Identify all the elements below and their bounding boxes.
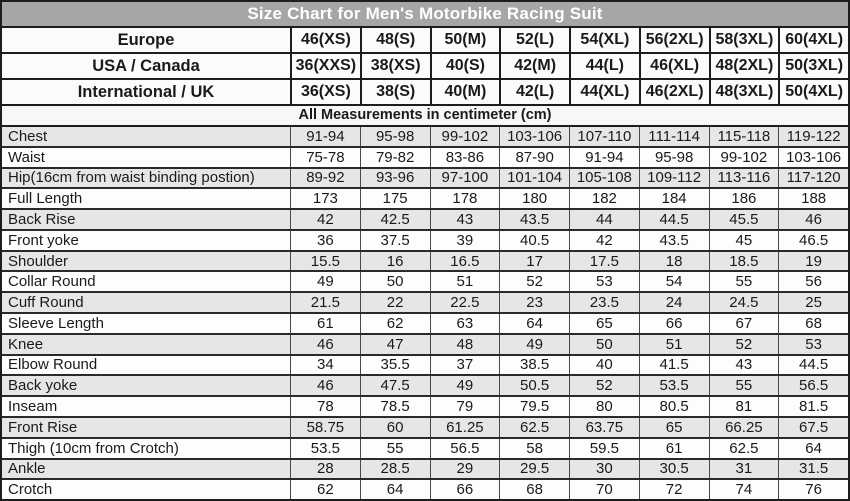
- size-system-row: [2, 28, 848, 54]
- measurement-value: 50.5: [499, 376, 569, 395]
- measurement-value: 45: [709, 231, 779, 250]
- size-cell: 52(L): [499, 28, 569, 52]
- measurement-value: 119-122: [778, 127, 848, 146]
- measurement-value: 66: [430, 480, 500, 499]
- measurement-value: 42: [569, 231, 639, 250]
- size-cell: 50(4XL): [778, 80, 848, 104]
- size-cell: 42(M): [499, 54, 569, 78]
- measurement-value: 81: [709, 397, 779, 416]
- measurement-value: 78.5: [360, 397, 430, 416]
- measurement-value: 55: [709, 376, 779, 395]
- measurement-value: 47: [360, 335, 430, 354]
- measurement-value: 67.5: [778, 418, 848, 437]
- measurement-value: 117-120: [778, 169, 848, 188]
- measurement-value: 113-116: [709, 169, 779, 188]
- measurement-value: 72: [639, 480, 709, 499]
- measurement-row: [2, 210, 848, 231]
- measurement-value: 37: [430, 356, 500, 375]
- measurement-value: 28.5: [360, 460, 430, 479]
- measurement-value: 34: [290, 356, 360, 375]
- measurement-value: 35.5: [360, 356, 430, 375]
- measurement-row: [2, 418, 848, 439]
- size-system-row: [2, 80, 848, 106]
- measurement-value: 53.5: [639, 376, 709, 395]
- measurement-row: [2, 127, 848, 148]
- measurement-value: 31: [709, 460, 779, 479]
- measurement-value: 30.5: [639, 460, 709, 479]
- measurement-value: 59.5: [569, 439, 639, 458]
- measurement-value: 55: [360, 439, 430, 458]
- measurement-value: 22: [360, 293, 430, 312]
- measurement-row: [2, 314, 848, 335]
- measurement-value: 62: [360, 314, 430, 333]
- size-cell: 46(XL): [639, 54, 709, 78]
- size-cell: 48(3XL): [709, 80, 779, 104]
- measurement-label: Sleeve Length: [8, 314, 104, 332]
- measurement-label: Collar Round: [8, 273, 96, 291]
- measurement-value: 42: [290, 210, 360, 229]
- measurement-value: 36: [290, 231, 360, 250]
- measurement-value: 111-114: [639, 127, 709, 146]
- measurement-value: 43.5: [639, 231, 709, 250]
- size-cell: 54(XL): [569, 28, 639, 52]
- measurement-label: Back Rise: [8, 211, 76, 229]
- measurement-value: 93-96: [360, 169, 430, 188]
- measurement-value: 79.5: [499, 397, 569, 416]
- measurement-value: 40.5: [499, 231, 569, 250]
- size-cell: 36(XXS): [290, 54, 360, 78]
- measurement-row: [2, 397, 848, 418]
- measurement-value: 37.5: [360, 231, 430, 250]
- measurement-value: 95-98: [360, 127, 430, 146]
- measurement-value: 30: [569, 460, 639, 479]
- measurement-row: [2, 272, 848, 293]
- measurement-value: 40: [569, 356, 639, 375]
- measurement-label: Front yoke: [8, 231, 79, 249]
- measurement-value: 103-106: [499, 127, 569, 146]
- size-cell: 50(3XL): [778, 54, 848, 78]
- measurement-value: 25: [778, 293, 848, 312]
- size-cell: 50(M): [430, 28, 500, 52]
- measurement-label: Full Length: [8, 190, 83, 208]
- measurement-value: 44.5: [639, 210, 709, 229]
- measurement-value: 182: [569, 189, 639, 208]
- measurement-value: 56.5: [778, 376, 848, 395]
- measurement-value: 29: [430, 460, 500, 479]
- measurement-value: 76: [778, 480, 848, 499]
- measurement-label: Front Rise: [8, 418, 78, 436]
- size-cell: 42(L): [499, 80, 569, 104]
- measurement-value: 89-92: [290, 169, 360, 188]
- measurement-label: Chest: [8, 127, 48, 145]
- measurement-label: Hip(16cm from waist binding postion): [8, 169, 255, 187]
- measurement-value: 75-78: [290, 148, 360, 167]
- measurement-value: 24: [639, 293, 709, 312]
- measurement-value: 64: [778, 439, 848, 458]
- measurement-value: 91-94: [569, 148, 639, 167]
- measurement-value: 43: [709, 356, 779, 375]
- measurement-value: 51: [639, 335, 709, 354]
- size-cell: 38(S): [360, 80, 430, 104]
- measurement-value: 54: [639, 272, 709, 291]
- measurement-value: 68: [778, 314, 848, 333]
- size-cell: 58(3XL): [709, 28, 779, 52]
- measurement-value: 186: [709, 189, 779, 208]
- size-system-row: [2, 54, 848, 80]
- measurement-value: 47.5: [360, 376, 430, 395]
- measurement-value: 58.75: [290, 418, 360, 437]
- measurement-value: 97-100: [430, 169, 500, 188]
- measurement-row: [2, 460, 848, 481]
- measurement-value: 81.5: [778, 397, 848, 416]
- size-cell: 60(4XL): [778, 28, 848, 52]
- measurement-value: 65: [569, 314, 639, 333]
- measurement-value: 53.5: [290, 439, 360, 458]
- measurement-value: 62.5: [709, 439, 779, 458]
- unit-note: All Measurements in centimeter (cm): [2, 106, 848, 127]
- measurement-row: [2, 439, 848, 460]
- measurement-value: 50: [360, 272, 430, 291]
- measurement-value: 55: [709, 272, 779, 291]
- measurement-value: 64: [499, 314, 569, 333]
- measurement-value: 46.5: [778, 231, 848, 250]
- measurement-value: 45.5: [709, 210, 779, 229]
- measurement-value: 79: [430, 397, 500, 416]
- measurement-value: 39: [430, 231, 500, 250]
- measurement-row: [2, 169, 848, 190]
- measurement-value: 61.25: [430, 418, 500, 437]
- measurement-label: Waist: [8, 148, 45, 166]
- measurement-value: 80.5: [639, 397, 709, 416]
- measurement-value: 15.5: [290, 252, 360, 271]
- measurement-label: Shoulder: [8, 252, 69, 270]
- measurement-value: 105-108: [569, 169, 639, 188]
- measurement-value: 56.5: [430, 439, 500, 458]
- measurement-value: 16: [360, 252, 430, 271]
- size-cell: 44(XL): [569, 80, 639, 104]
- size-cell: 38(XS): [360, 54, 430, 78]
- measurement-row: [2, 189, 848, 210]
- measurement-value: 41.5: [639, 356, 709, 375]
- measurement-value: 46: [778, 210, 848, 229]
- measurement-value: 49: [290, 272, 360, 291]
- measurement-value: 29.5: [499, 460, 569, 479]
- measurement-value: 78: [290, 397, 360, 416]
- measurement-value: 22.5: [430, 293, 500, 312]
- measurement-value: 103-106: [778, 148, 848, 167]
- measurement-value: 180: [499, 189, 569, 208]
- measurement-row: [2, 356, 848, 377]
- measurement-value: 43.5: [499, 210, 569, 229]
- measurement-label: Cuff Round: [8, 294, 84, 312]
- chart-title: Size Chart for Men's Motorbike Racing Suit: [2, 2, 848, 28]
- measurement-value: 21.5: [290, 293, 360, 312]
- size-cell: 40(M): [430, 80, 500, 104]
- measurement-label: Knee: [8, 335, 44, 353]
- measurement-value: 38.5: [499, 356, 569, 375]
- size-cell: 44(L): [569, 54, 639, 78]
- measurement-value: 101-104: [499, 169, 569, 188]
- size-cell: 48(S): [360, 28, 430, 52]
- measurement-label: Crotch: [8, 481, 53, 499]
- measurement-value: 18: [639, 252, 709, 271]
- size-cell: 46(XS): [290, 28, 360, 52]
- measurement-value: 184: [639, 189, 709, 208]
- measurement-value: 63: [430, 314, 500, 333]
- size-cell: 48(2XL): [709, 54, 779, 78]
- measurement-value: 91-94: [290, 127, 360, 146]
- measurement-value: 53: [569, 272, 639, 291]
- measurement-value: 80: [569, 397, 639, 416]
- measurement-row: [2, 480, 848, 499]
- size-system-label: Europe: [117, 30, 175, 49]
- size-system-label: International / UK: [77, 82, 215, 101]
- measurement-value: 19: [778, 252, 848, 271]
- measurement-value: 107-110: [569, 127, 639, 146]
- measurement-label: Back yoke: [8, 377, 78, 395]
- measurement-value: 99-102: [430, 127, 500, 146]
- measurement-value: 95-98: [639, 148, 709, 167]
- measurement-value: 66.25: [709, 418, 779, 437]
- measurement-value: 74: [709, 480, 779, 499]
- measurement-value: 46: [290, 335, 360, 354]
- measurement-row: [2, 376, 848, 397]
- measurement-value: 56: [778, 272, 848, 291]
- measurement-value: 63.75: [569, 418, 639, 437]
- measurement-value: 48: [430, 335, 500, 354]
- measurement-value: 17.5: [569, 252, 639, 271]
- measurement-row: [2, 231, 848, 252]
- measurement-value: 62: [290, 480, 360, 499]
- measurement-row: [2, 148, 848, 169]
- measurement-row: [2, 293, 848, 314]
- measurement-value: 68: [499, 480, 569, 499]
- measurement-value: 23: [499, 293, 569, 312]
- measurement-value: 61: [290, 314, 360, 333]
- measurement-value: 61: [639, 439, 709, 458]
- measurement-value: 49: [499, 335, 569, 354]
- measurement-value: 115-118: [709, 127, 779, 146]
- measurement-value: 23.5: [569, 293, 639, 312]
- measurement-value: 79-82: [360, 148, 430, 167]
- measurement-value: 42.5: [360, 210, 430, 229]
- measurement-value: 62.5: [499, 418, 569, 437]
- measurement-value: 70: [569, 480, 639, 499]
- measurement-label: Thigh (10cm from Crotch): [8, 439, 179, 457]
- measurement-value: 60: [360, 418, 430, 437]
- measurement-value: 52: [569, 376, 639, 395]
- measurement-label: Inseam: [8, 398, 58, 416]
- measurement-value: 28: [290, 460, 360, 479]
- size-system-label: USA / Canada: [92, 56, 200, 75]
- measurement-value: 64: [360, 480, 430, 499]
- size-cell: 46(2XL): [639, 80, 709, 104]
- size-cell: 56(2XL): [639, 28, 709, 52]
- measurement-value: 175: [360, 189, 430, 208]
- measurement-value: 44: [569, 210, 639, 229]
- measurement-value: 18.5: [709, 252, 779, 271]
- measurement-value: 51: [430, 272, 500, 291]
- measurement-value: 188: [778, 189, 848, 208]
- measurement-value: 52: [499, 272, 569, 291]
- measurement-value: 53: [778, 335, 848, 354]
- measurement-value: 67: [709, 314, 779, 333]
- size-system-header-rows: [2, 28, 848, 106]
- measurement-value: 50: [569, 335, 639, 354]
- measurement-value: 109-112: [639, 169, 709, 188]
- measurement-rows: [2, 127, 848, 499]
- measurement-value: 43: [430, 210, 500, 229]
- size-cell: 36(XS): [290, 80, 360, 104]
- measurement-value: 66: [639, 314, 709, 333]
- measurement-row: [2, 252, 848, 273]
- measurement-value: 178: [430, 189, 500, 208]
- measurement-value: 173: [290, 189, 360, 208]
- measurement-value: 58: [499, 439, 569, 458]
- measurement-value: 44.5: [778, 356, 848, 375]
- measurement-value: 49: [430, 376, 500, 395]
- measurement-value: 31.5: [778, 460, 848, 479]
- measurement-value: 65: [639, 418, 709, 437]
- measurement-label: Ankle: [8, 460, 46, 478]
- measurement-value: 16.5: [430, 252, 500, 271]
- measurement-value: 83-86: [430, 148, 500, 167]
- measurement-value: 52: [709, 335, 779, 354]
- size-cell: 40(S): [430, 54, 500, 78]
- measurement-value: 17: [499, 252, 569, 271]
- measurement-value: 99-102: [709, 148, 779, 167]
- measurement-value: 46: [290, 376, 360, 395]
- measurement-value: 24.5: [709, 293, 779, 312]
- measurement-row: [2, 335, 848, 356]
- measurement-label: Elbow Round: [8, 356, 98, 374]
- measurement-value: 87-90: [499, 148, 569, 167]
